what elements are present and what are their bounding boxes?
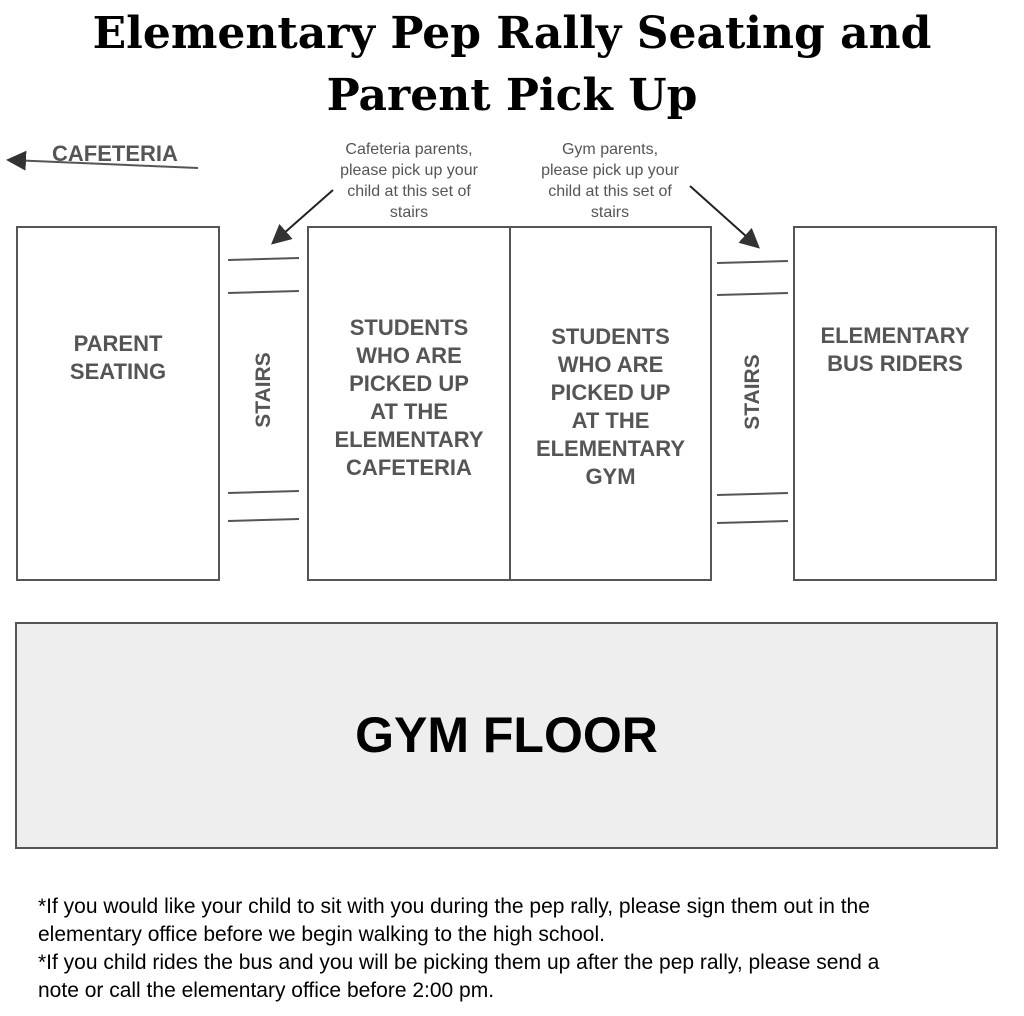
page-title-line-2: Parent Pick Up — [326, 70, 698, 121]
cafeteria-students-box: STUDENTS WHO ARE PICKED UP AT THE ELEMENTARY CAFETERIA — [307, 226, 511, 581]
gym-floor — [15, 622, 998, 849]
stairs-left-label: STAIRS — [252, 352, 275, 428]
footer-line: *If you would like your child to sit with you during the pep rally, please sign them out in the — [38, 895, 870, 918]
page-title-line-1: Elementary Pep Rally Seating and — [92, 8, 932, 59]
gym-students-box: STUDENTS WHO ARE PICKED UP AT THE ELEMENTARY GYM — [509, 226, 712, 581]
cafeteria-pickup-note: Cafeteria parents, please pick up your child at this set of stairs — [340, 141, 478, 221]
bus-riders-box: ELEMENTARY BUS RIDERS — [793, 226, 997, 581]
parent-seating-box: PARENT SEATING — [16, 226, 220, 581]
cafeteria-label: CAFETERIA — [52, 141, 178, 166]
gym-pickup-note: Gym parents, please pick up your child at this set of stairs — [541, 141, 679, 221]
footer-line: note or call the elementary office before 2:00 pm. — [38, 979, 495, 1002]
footer-line: *If you child rides the bus and you will be picking them up after the pep rally, please send a — [38, 951, 880, 974]
stairs-right-label: STAIRS — [741, 354, 764, 430]
footer-notes — [38, 893, 998, 1005]
footer-line: elementary office before we begin walking to the high school. — [38, 923, 605, 946]
gym-floor-label: GYM FLOOR — [355, 707, 658, 763]
